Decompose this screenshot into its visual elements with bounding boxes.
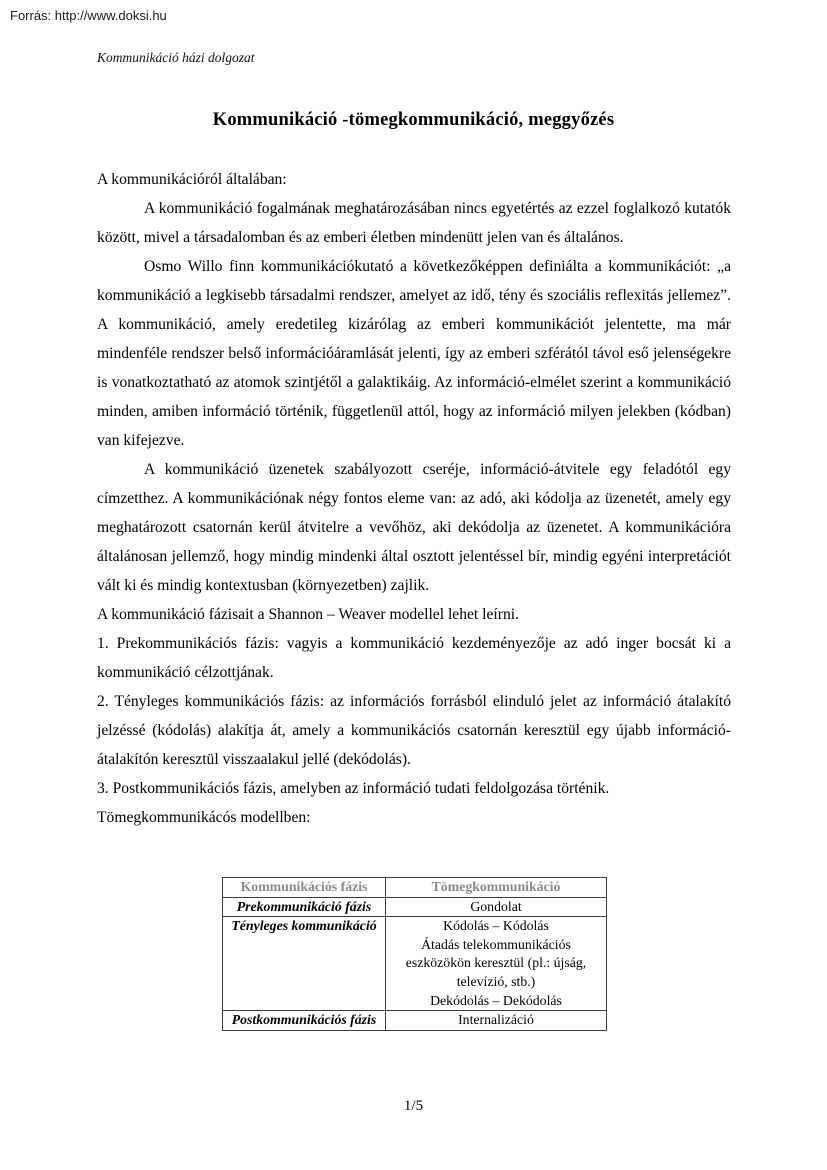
phases-table [222, 877, 607, 1031]
column-header-phase: Kommunikációs fázis [223, 878, 386, 898]
source-url-line: Forrás: http://www.doksi.hu [10, 8, 167, 23]
table-row [223, 1011, 607, 1031]
phase-cell: Tényleges kommunikáció [223, 917, 386, 1011]
page-title: Kommunikáció -tömegkommunikáció, meggyőzés [212, 110, 615, 131]
paragraph-phase-2: 2. Tényleges kommunikációs fázis: az információs forrásból elinduló jelet az információ átalakító jelzéssé (kódolás) alakítja át, amely a kommunikációs csatornán keresztül egy újabb információ-átalakítón keresztül visszaalakul jellé (dekódolás). [97, 693, 731, 768]
running-header: Kommunikáció házi dolgozat [97, 50, 255, 65]
paragraph-shannon-weaver: A kommunikáció fázisait a Shannon – Weaver modellel lehet leírni. [97, 606, 519, 623]
value-cell: Gondolat [386, 897, 607, 917]
document-body [97, 165, 731, 832]
paragraph: A kommunikáció üzenetek szabályozott cseréje, információ-átvitele egy feladótól egy címzetthez. A kommunikációnak négy fontos eleme van: az adó, aki kódolja az üzenetét, amely egy meghatározott csatornán kerül átvitelre a vevőhöz, aki dekódolja az üzenetet. A kommunikációra általánosan jellemző, hogy mindig mindenki által osztott jelentéssel bír, mindig egyéni interpretációt vált ki és mindig kontextusban (környezetben) zajlik. [97, 461, 731, 594]
value-cell [386, 917, 607, 1011]
phase-cell: Postkommunikációs fázis [223, 1011, 386, 1031]
paragraph-phase-1: 1. Prekommunikációs fázis: vagyis a kommunikáció kezdeményezője az adó inger bocsát ki a kommunikáció célzottjának. [97, 635, 731, 681]
table-header-row [223, 878, 607, 898]
paragraph-table-lead: Tömegkommunikácós modellben: [97, 809, 311, 826]
value-line: Átadás telekommunikációs eszközökön keresztül (pl.: újság, televízió, stb.) [405, 936, 587, 989]
value-cell: Internalizáció [386, 1011, 607, 1031]
paragraph: Osmo Willo finn kommunikációkutató a következőképpen definiálta a kommunikációt: „a kommunikáció a legkisebb társadalmi rendszer, amelyet az idő, tény és szociális reflexitás jellemez”. A kommunikáció, amely eredetileg kizárólag az emberi kommunikációt jelentette, ma már mindenféle rendszer belső információáramlását jelenti, így az emberi szférától távol eső jelenségekre is vonatkoztatható az atomok szintjétől a galaktikáig. Az információ-elmélet szerint a kommunikáció minden, amiben információ történik, függetlenül attól, hogy az információ milyen jelekben (kódban) van kifejezve. [97, 258, 731, 449]
page-number: 1/5 [403, 1098, 424, 1114]
phase-cell: Prekommunikáció fázis [223, 897, 386, 917]
paragraph-phase-3: 3. Postkommunikációs fázis, amelyben az információ tudati feldolgozása történik. [97, 780, 610, 797]
value-line: Dekódolás – Dekódolás [430, 992, 562, 1008]
table-row [223, 917, 607, 1011]
table-row [223, 897, 607, 917]
value-line: Kódolás – Kódolás [443, 918, 549, 934]
paragraph: A kommunikáció fogalmának meghatározásában nincs egyetértés az ezzel foglalkozó kutatók között, mivel a társadalomban és az emberi életben mindenütt jelen van és általános. [97, 200, 731, 246]
paragraph-intro: A kommunikációról általában: [97, 171, 287, 188]
column-header-mass-communication: Tömegkommunikáció [386, 878, 607, 898]
